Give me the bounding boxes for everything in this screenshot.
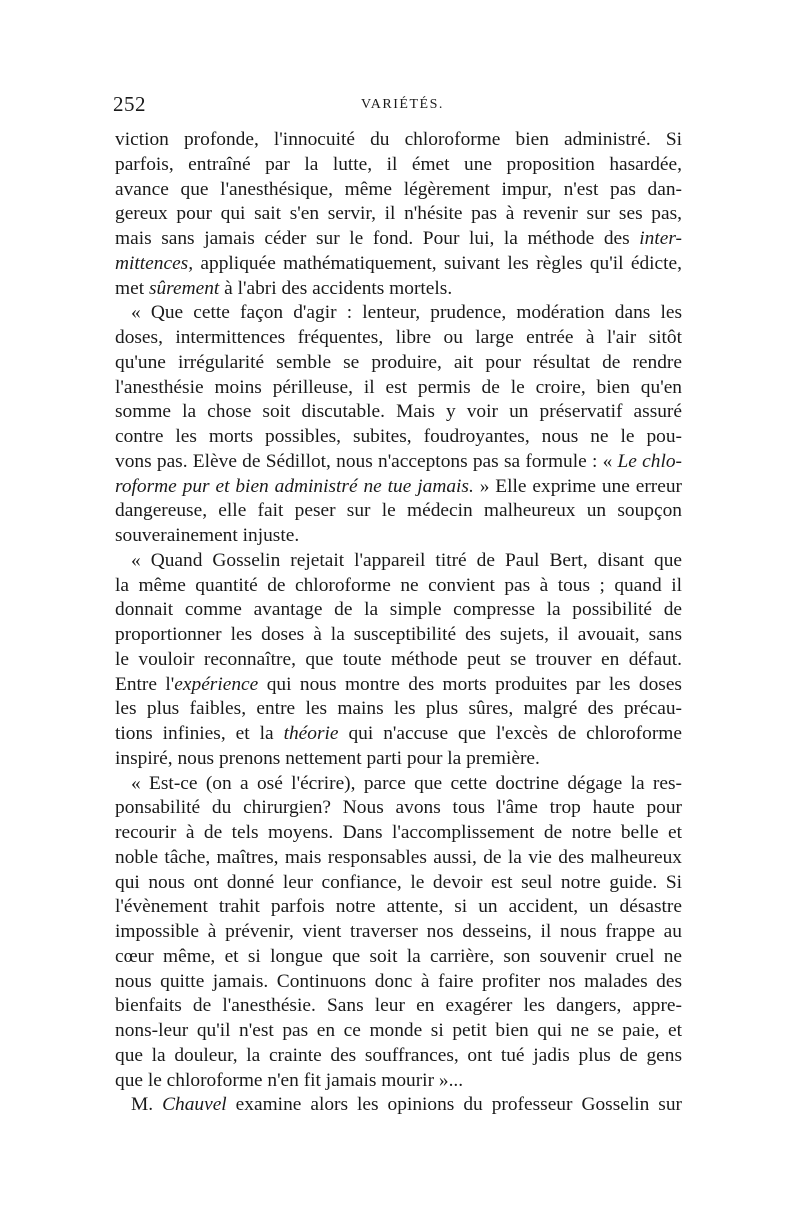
text-line [115, 648, 682, 673]
text-line [115, 326, 682, 351]
line-text: qui nous ont donné leur confiance, le devoir est seul notre guide. Si [115, 871, 682, 893]
italic-text: mittences, [115, 252, 194, 274]
text-line [115, 178, 682, 203]
line-text: à l'abri des accidents mortels. [219, 277, 453, 299]
line-text: viction profonde, l'innocuité du chloroforme bien administré. Si [115, 129, 682, 150]
line-text: parfois, entraîné par la lutte, il émet une proposition hasardée, [115, 153, 682, 175]
text-line [115, 871, 682, 896]
text-line [115, 1019, 682, 1044]
text-line [115, 425, 682, 450]
line-text: doses, intermittences fréquentes, libre ou large entrée à l'air sitôt [115, 327, 682, 348]
line-text: M. [131, 1094, 163, 1116]
text-line [115, 153, 682, 178]
text-line [115, 574, 682, 599]
line-text: qu'une irrégularité semble se produire, ait pour résultat de rendre [115, 351, 682, 373]
text-line [115, 376, 682, 401]
text-line [115, 821, 682, 846]
text-line [115, 252, 682, 277]
line-text: contre les morts possibles, subites, foudroyantes, nous ne le pou- [115, 426, 682, 447]
text-line [115, 598, 682, 623]
line-text: mais sans jamais céder sur le fond. Pour lui, la méthode des [115, 228, 640, 249]
italic-text: Le chlo- [617, 450, 682, 472]
text-line [115, 920, 682, 945]
text-line [115, 277, 682, 302]
text-line [115, 549, 682, 574]
line-text: « Que cette façon d'agir : lenteur, prudence, modération dans les [131, 302, 682, 324]
text-line [115, 1044, 682, 1069]
line-text: Entre l' [115, 673, 175, 695]
text-line [115, 1093, 682, 1118]
text-line [115, 895, 682, 920]
line-text: inspiré, nous prenons nettement parti pour la première. [115, 747, 540, 769]
text-line [115, 697, 682, 722]
page-header [113, 92, 683, 122]
text-line [115, 450, 682, 475]
page-number: 252 [113, 92, 146, 116]
line-text: recourir à de tels moyens. Dans l'accomplissement de notre belle et [115, 822, 682, 843]
text-line [115, 1069, 682, 1094]
line-text: qui n'accuse que l'excès de chloroforme [338, 723, 682, 744]
italic-text: sûrement [148, 277, 220, 299]
text-line [115, 994, 682, 1019]
line-text: souverainement injuste. [115, 525, 300, 546]
line-text: proportionner les doses à la susceptibilité des sujets, il avouait, sans [115, 624, 682, 645]
line-text: examine alors les opinions du professeur Gosselin sur [226, 1094, 682, 1116]
text-line [115, 846, 682, 871]
text-line [115, 475, 682, 500]
line-text: les plus faibles, entre les mains les plus sûres, malgré des précau- [115, 698, 682, 720]
text-line [115, 400, 682, 425]
line-text: avance que l'anesthésique, même légèrement impur, n'est pas dan- [115, 178, 682, 200]
text-line [115, 722, 682, 747]
text-line [115, 128, 682, 153]
running-head: VARIÉTÉS. [361, 97, 444, 112]
text-line [115, 499, 682, 524]
line-text: le vouloir reconnaître, que toute méthode peut se trouver en défaut. [115, 648, 682, 670]
text-line [115, 673, 682, 698]
line-text: ponsabilité du chirurgien? Nous avons tous l'âme trop haute pour [115, 797, 682, 819]
italic-text: inter- [639, 228, 682, 249]
text-line [115, 772, 682, 797]
line-text: donnait comme avantage de la simple compresse la possibilité de [115, 599, 682, 621]
italic-text: théorie [283, 723, 339, 744]
line-text: gereux pour qui sait s'en servir, il n'hésite pas à revenir sur ses pas, [115, 203, 682, 225]
line-text: tions infinies, et la [115, 723, 284, 744]
line-text: bienfaits de l'anesthésie. Sans leur en exagérer les dangers, appre- [115, 995, 682, 1017]
line-text: nous quitte jamais. Continuons donc à faire profiter nos malades des [115, 970, 682, 992]
line-text: qui nous montre des morts produites par les doses [258, 673, 682, 695]
text-line [115, 970, 682, 995]
line-text: vons pas. Elève de Sédillot, nous n'acceptons pas sa formule : « [115, 450, 618, 472]
line-text: que le chloroforme n'en fit jamais mourir »... [115, 1069, 464, 1091]
line-text: » Elle exprime une erreur [473, 475, 682, 497]
line-text: l'évènement trahit parfois notre attente, si un accident, un désastre [115, 896, 682, 918]
line-text: impossible à prévenir, vient traverser nos desseins, il nous frappe au [115, 921, 682, 942]
text-line [115, 202, 682, 227]
line-text: la même quantité de chloroforme ne convient pas à tous ; quand il [115, 574, 682, 596]
text-line [115, 351, 682, 376]
italic-text: expérience [174, 673, 259, 695]
line-text: « Quand Gosselin rejetait l'appareil titré de Paul Bert, disant que [131, 549, 682, 571]
line-text: somme la chose soit discutable. Mais y voir un préservatif assuré [115, 401, 682, 423]
text-line [115, 301, 682, 326]
body-text [115, 128, 682, 1118]
text-line [115, 796, 682, 821]
italic-text: Chauvel [162, 1094, 227, 1116]
line-text: dangereuse, elle fait peser sur le médecin malheureux un soupçon [115, 500, 682, 522]
text-line [115, 945, 682, 970]
line-text: l'anesthésie moins périlleuse, il est permis de le croire, bien qu'en [115, 376, 682, 398]
line-text: noble tâche, maîtres, mais responsables aussi, de la vie des malheureux [115, 846, 682, 868]
text-line [115, 747, 682, 772]
line-text: que la douleur, la crainte des souffrances, ont tué jadis plus de gens [115, 1044, 682, 1066]
line-text: nons-leur qu'il n'est pas en ce monde si petit bien qui ne se paie, et [115, 1020, 682, 1041]
line-text: met [115, 277, 149, 299]
line-text: « Est-ce (on a osé l'écrire), parce que cette doctrine dégage la res- [131, 772, 682, 794]
line-text: appliquée mathématiquement, suivant les règles qu'il édicte, [193, 252, 682, 274]
text-line [115, 227, 682, 252]
text-line [115, 524, 682, 549]
text-line [115, 623, 682, 648]
italic-text: roforme pur et bien administré ne tue jamais. [115, 475, 474, 497]
line-text: cœur même, et si longue que soit la carrière, son souvenir cruel ne [115, 945, 682, 967]
